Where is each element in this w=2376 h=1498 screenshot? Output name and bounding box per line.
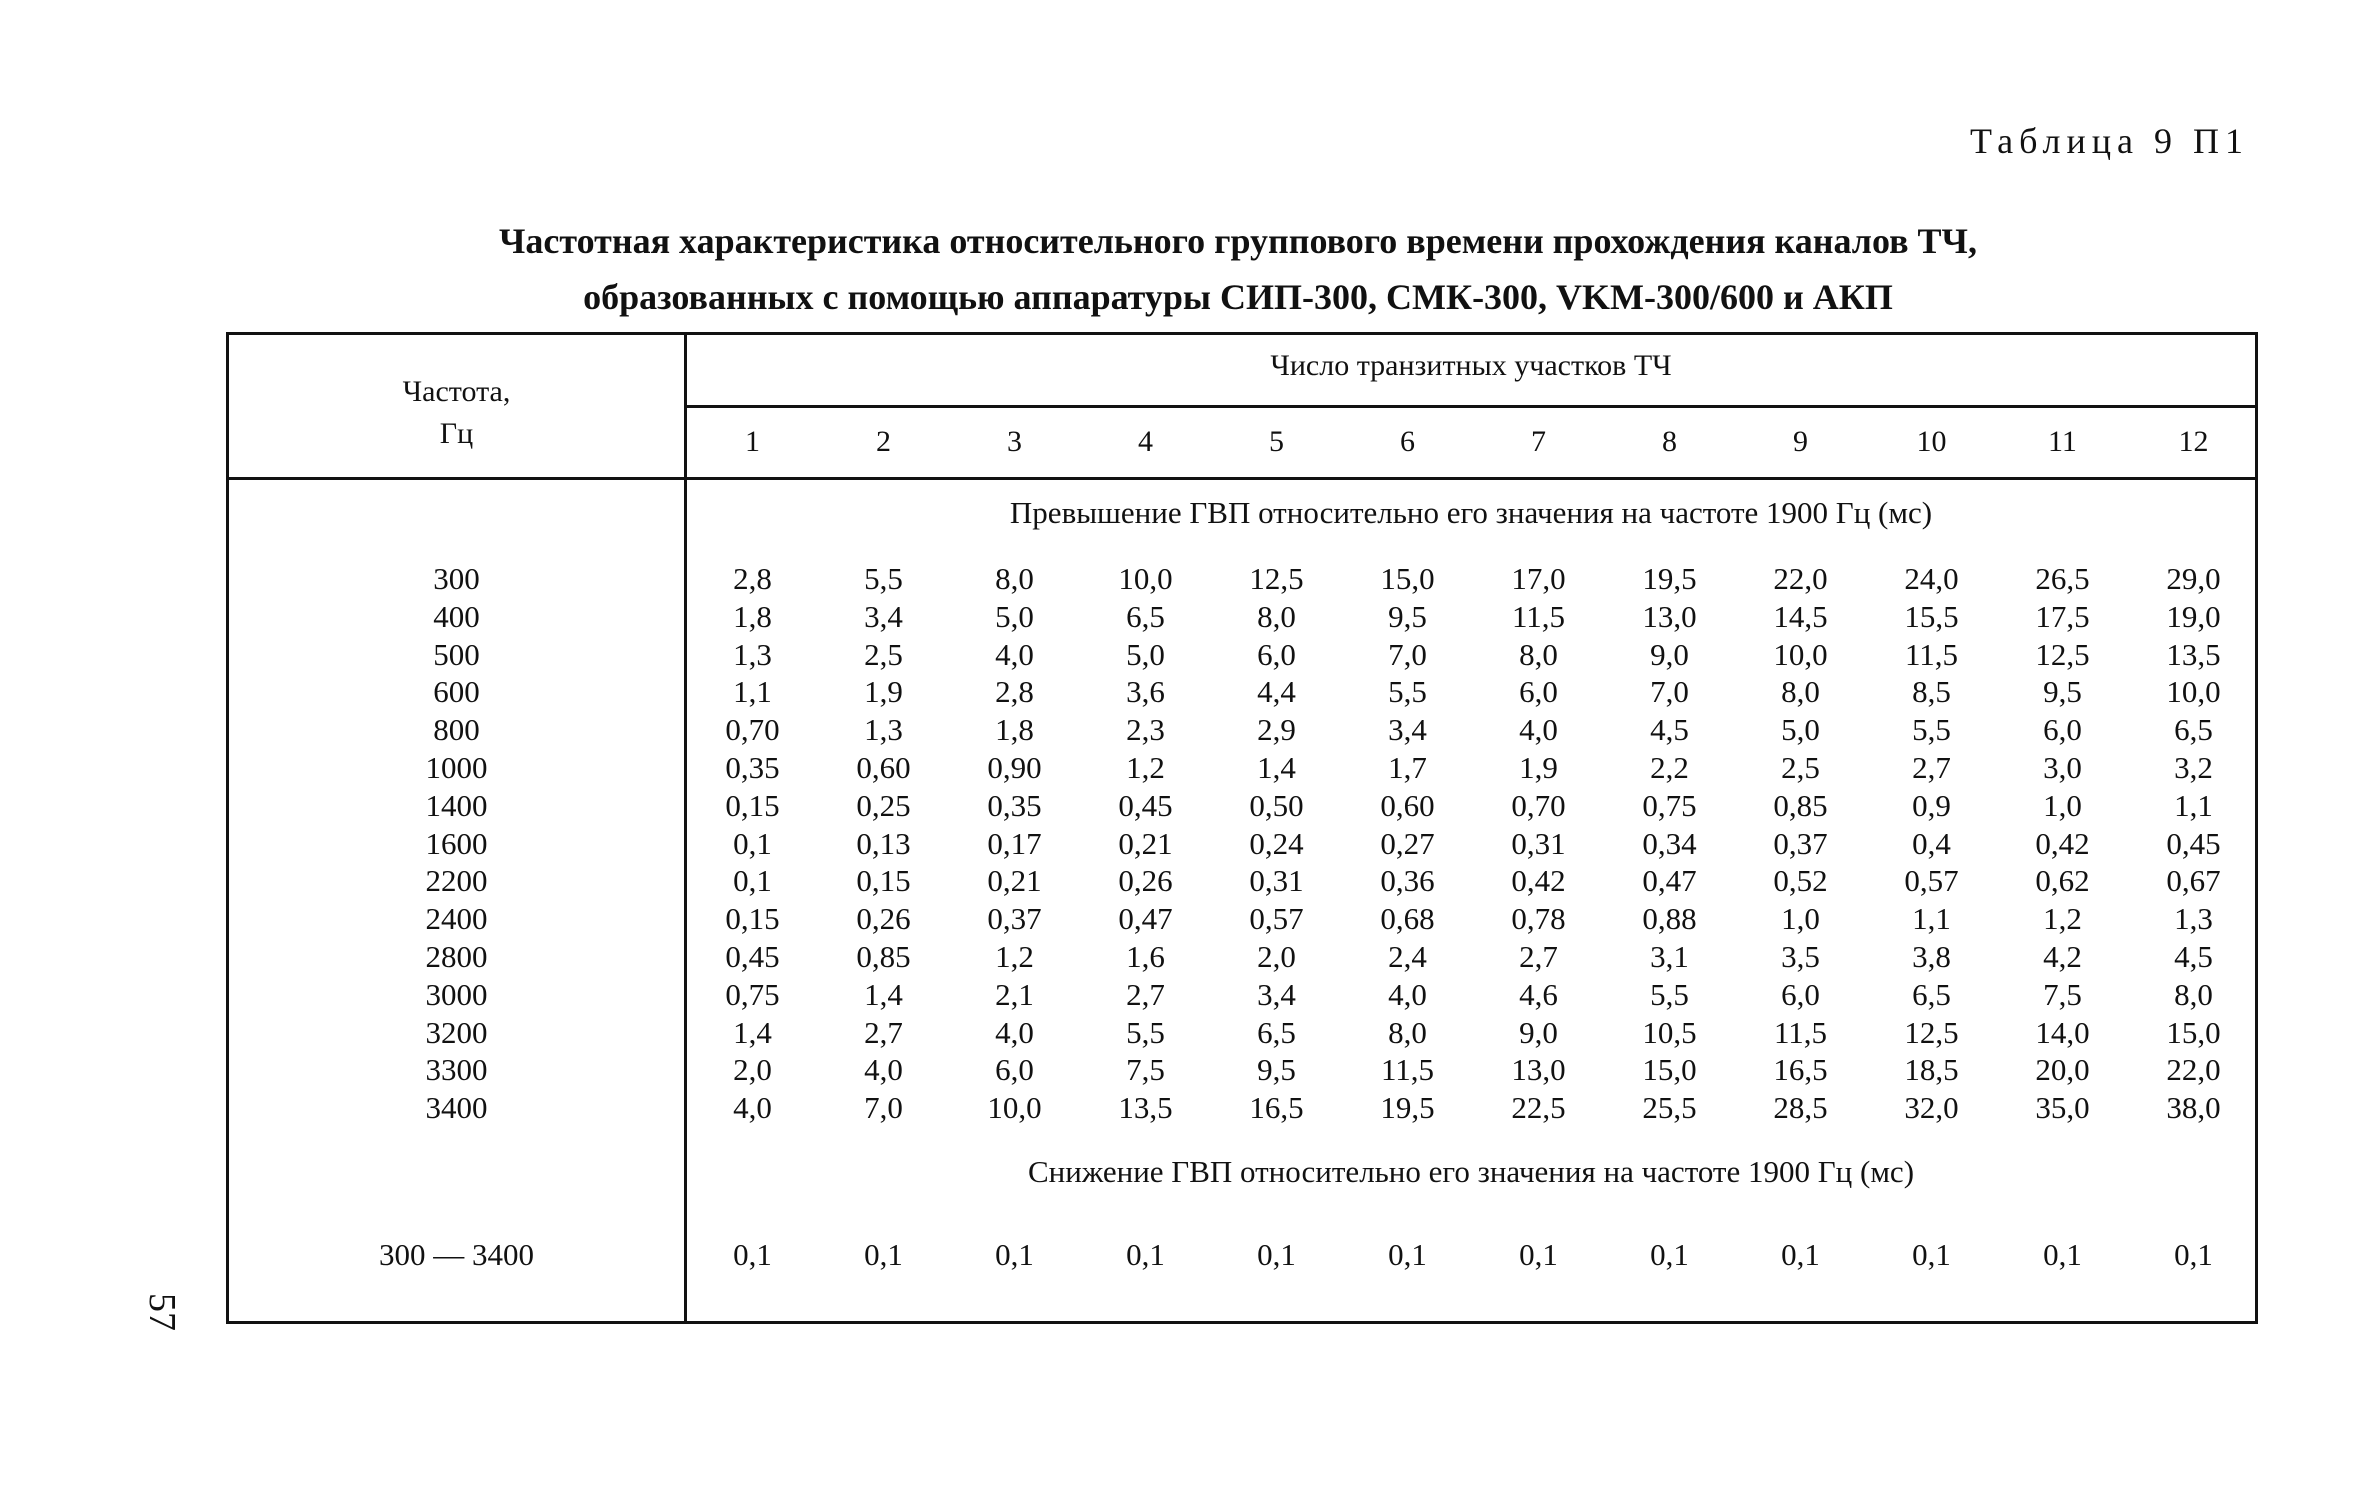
frequency-header-label: Частота, [402, 375, 511, 408]
table-cell: 3,0 [2043, 750, 2082, 785]
table-cell: 0,25 [856, 787, 911, 823]
table-cell: 2,0 [733, 1052, 772, 1088]
table-cell: 8,0 [1257, 598, 1296, 634]
table-cell: 3,4 [1388, 712, 1427, 748]
table-cell: 0,1 [1781, 1237, 1820, 1273]
table-cell: 1,1 [1912, 901, 1951, 937]
table-cell: 24,0 [1904, 561, 1959, 596]
table-cell: 0,68 [1380, 901, 1435, 937]
table-cell: 1,3 [864, 712, 903, 748]
table-cell: 7,0 [1388, 636, 1427, 672]
table-cell: 15,0 [2166, 1014, 2221, 1050]
table-cell: 0,1 [733, 863, 772, 899]
table-cell: 2,4 [1388, 939, 1427, 974]
table-cell: 4,0 [995, 1014, 1034, 1050]
table-cell: 0,21 [987, 863, 1042, 899]
table-cell: 5,0 [995, 598, 1034, 634]
table-cell: 25,5 [1642, 1090, 1697, 1126]
table-cell: 0,21 [1118, 825, 1173, 861]
title-line-2: образованных с помощью аппаратуры СИП-300, СМК-300, VKM-300/600 и АКП [583, 277, 1893, 317]
table-cell: 9,5 [2043, 674, 2082, 710]
column-number: 4 [1138, 425, 1153, 458]
table-cell: 0,1 [733, 825, 772, 861]
table-cell: 8,0 [1388, 1014, 1427, 1050]
table-row [229, 599, 2255, 637]
table-cell: 17,0 [1511, 561, 1566, 596]
table-cell: 6,0 [1257, 636, 1296, 672]
row-frequency: 1000 [425, 750, 488, 785]
table-cell: 3,5 [1781, 939, 1820, 974]
table-cell: 19,5 [1642, 561, 1697, 596]
row-frequency: 2200 [425, 863, 488, 899]
table-cell: 0,1 [1912, 1237, 1951, 1273]
table-row [229, 1237, 2255, 1275]
data-table [226, 332, 2258, 1324]
table-cell: 0,35 [987, 787, 1042, 823]
table-cell: 0,27 [1380, 825, 1435, 861]
table-cell: 0,57 [1249, 901, 1304, 937]
table-cell: 6,5 [2174, 712, 2213, 748]
section-excess-heading: Превышение ГВП относительно его значения на частоте 1900 Гц (мс) [1009, 495, 1933, 530]
row-frequency: 600 [433, 674, 480, 710]
table-cell: 0,45 [725, 939, 780, 974]
table-cell: 8,5 [1912, 674, 1951, 710]
table-cell: 1,8 [733, 598, 772, 634]
table-cell: 0,1 [733, 1237, 772, 1273]
table-cell: 15,5 [1904, 598, 1959, 634]
table-cell: 2,9 [1257, 712, 1296, 748]
table-cell: 4,5 [2174, 939, 2213, 974]
table-cell: 29,0 [2166, 561, 2221, 596]
table-cell: 1,2 [995, 939, 1034, 974]
table-cell: 0,45 [2166, 825, 2221, 861]
table-cell: 2,7 [1912, 750, 1951, 785]
table-cell: 1,1 [733, 674, 772, 710]
table-cell: 0,42 [2035, 825, 2090, 861]
table-cell: 1,0 [1781, 901, 1820, 937]
table-cell: 0,57 [1904, 863, 1959, 899]
table-row [229, 1052, 2255, 1090]
table-cell: 11,5 [1511, 598, 1566, 634]
table-cell: 0,17 [987, 825, 1042, 861]
table-row [229, 674, 2255, 712]
table-cell: 2,5 [1781, 750, 1820, 785]
column-number: 3 [1007, 425, 1022, 458]
table-cell: 0,67 [2166, 863, 2221, 899]
table-cell: 10,0 [1773, 636, 1828, 672]
transit-sections-header: Число транзитных участков ТЧ [1270, 349, 1672, 382]
table-cell: 0,15 [725, 787, 780, 823]
table-cell: 1,7 [1388, 750, 1427, 785]
table-cell: 1,0 [2043, 787, 2082, 823]
table-cell: 2,7 [1126, 976, 1165, 1012]
table-cell: 4,0 [733, 1090, 772, 1126]
table-cell: 0,88 [1642, 901, 1697, 937]
table-cell: 10,0 [2166, 674, 2221, 710]
column-number: 5 [1269, 425, 1284, 458]
header-bottom-rule [229, 477, 2255, 480]
table-cell: 28,5 [1773, 1090, 1828, 1126]
table-cell: 0,52 [1773, 863, 1828, 899]
section-decrease-heading: Снижение ГВП относительно его значения на частоте 1900 Гц (мс) [1027, 1154, 1915, 1190]
table-cell: 12,5 [1904, 1014, 1959, 1050]
table-row [229, 750, 2255, 788]
row-frequency: 400 [433, 598, 480, 634]
table-cell: 0,36 [1380, 863, 1435, 899]
table-cell: 0,35 [725, 750, 780, 785]
table-cell: 0,50 [1249, 787, 1304, 823]
table-cell: 16,5 [1773, 1052, 1828, 1088]
table-cell: 19,0 [2166, 598, 2221, 634]
table-cell: 2,8 [733, 561, 772, 596]
row-frequency: 3400 [425, 1090, 488, 1126]
row-frequency: 800 [433, 712, 480, 748]
column-number: 11 [2048, 425, 2077, 458]
table-cell: 0,75 [1642, 787, 1697, 823]
table-cell: 9,0 [1519, 1014, 1558, 1050]
table-cell: 15,0 [1642, 1052, 1697, 1088]
table-cell: 0,9 [1912, 787, 1951, 823]
table-cell: 6,5 [1257, 1014, 1296, 1050]
table-cell: 22,0 [1773, 561, 1828, 596]
table-cell: 2,5 [864, 636, 903, 672]
table-cell: 0,85 [1773, 787, 1828, 823]
table-cell: 5,0 [1781, 712, 1820, 748]
table-cell: 0,15 [725, 901, 780, 937]
table-cell: 9,5 [1257, 1052, 1296, 1088]
table-cell: 0,90 [987, 750, 1042, 785]
table-cell: 2,0 [1257, 939, 1296, 974]
table-cell: 0,78 [1511, 901, 1566, 937]
table-cell: 10,0 [987, 1090, 1042, 1126]
table-cell: 3,1 [1650, 939, 1689, 974]
header-divider [684, 405, 2255, 408]
table-row [229, 1090, 2255, 1128]
table-cell: 14,0 [2035, 1014, 2090, 1050]
table-cell: 11,5 [1380, 1052, 1435, 1088]
table-cell: 0,37 [987, 901, 1042, 937]
table-cell: 6,5 [1126, 598, 1165, 634]
table-cell: 1,4 [1257, 750, 1296, 785]
table-cell: 0,31 [1511, 825, 1566, 861]
table-row [229, 901, 2255, 939]
table-cell: 6,0 [1781, 976, 1820, 1012]
table-cell: 9,5 [1388, 598, 1427, 634]
table-cell: 15,0 [1380, 561, 1435, 596]
column-number: 7 [1531, 425, 1546, 458]
table-row [229, 977, 2255, 1015]
table-title [230, 213, 2246, 325]
table-cell: 11,5 [1904, 636, 1959, 672]
table-cell: 2,3 [1126, 712, 1165, 748]
table-cell: 32,0 [1904, 1090, 1959, 1126]
table-cell: 2,1 [995, 976, 1034, 1012]
table-cell: 1,9 [864, 674, 903, 710]
table-cell: 5,5 [1650, 976, 1689, 1012]
table-cell: 8,0 [995, 561, 1034, 596]
table-cell: 0,1 [2174, 1237, 2213, 1273]
table-cell: 1,2 [1126, 750, 1165, 785]
table-cell: 0,47 [1118, 901, 1173, 937]
table-cell: 19,5 [1380, 1090, 1435, 1126]
row-frequency: 1400 [425, 787, 488, 823]
table-cell: 0,60 [1380, 787, 1435, 823]
table-cell: 2,2 [1650, 750, 1689, 785]
table-cell: 22,5 [1511, 1090, 1566, 1126]
table-cell: 0,42 [1511, 863, 1566, 899]
table-cell: 10,0 [1118, 561, 1173, 596]
table-cell: 0,1 [2043, 1237, 2082, 1273]
table-cell: 6,0 [995, 1052, 1034, 1088]
table-cell: 1,3 [733, 636, 772, 672]
table-row [229, 561, 2255, 599]
table-cell: 4,0 [995, 636, 1034, 672]
table-cell: 3,2 [2174, 750, 2213, 785]
row-frequency: 3000 [425, 976, 488, 1012]
table-cell: 6,0 [1519, 674, 1558, 710]
table-cell: 0,47 [1642, 863, 1697, 899]
table-cell: 0,45 [1118, 787, 1173, 823]
table-row [229, 712, 2255, 750]
table-cell: 0,1 [1257, 1237, 1296, 1273]
table-cell: 18,5 [1904, 1052, 1959, 1088]
row-frequency: 300 [433, 561, 480, 596]
table-row [229, 939, 2255, 977]
table-cell: 0,37 [1773, 825, 1828, 861]
table-cell: 5,0 [1126, 636, 1165, 672]
table-cell: 13,0 [1511, 1052, 1566, 1088]
table-cell: 1,1 [2174, 787, 2213, 823]
table-cell: 3,8 [1912, 939, 1951, 974]
table-cell: 4,0 [1519, 712, 1558, 748]
table-cell: 0,70 [1511, 787, 1566, 823]
column-number: 10 [1916, 425, 1947, 458]
table-cell: 0,75 [725, 976, 780, 1012]
table-cell: 0,1 [1519, 1237, 1558, 1273]
row-frequency: 3200 [425, 1014, 488, 1050]
table-cell: 0,26 [856, 901, 911, 937]
table-cell: 6,0 [2043, 712, 2082, 748]
table-cell: 13,5 [2166, 636, 2221, 672]
table-row [229, 637, 2255, 675]
table-cell: 35,0 [2035, 1090, 2090, 1126]
table-cell: 10,5 [1642, 1014, 1697, 1050]
table-cell: 2,7 [864, 1014, 903, 1050]
table-cell: 1,2 [2043, 901, 2082, 937]
table-cell: 12,5 [1249, 561, 1304, 596]
table-cell: 4,2 [2043, 939, 2082, 974]
table-cell: 12,5 [2035, 636, 2090, 672]
table-cell: 16,5 [1249, 1090, 1304, 1126]
table-label: Таблица 9 П1 [1970, 121, 2249, 161]
table-cell: 0,24 [1249, 825, 1304, 861]
column-number: 1 [745, 425, 760, 458]
table-cell: 1,3 [2174, 901, 2213, 937]
column-numbers [687, 425, 2255, 465]
table-cell: 4,0 [864, 1052, 903, 1088]
row-frequency: 3300 [425, 1052, 488, 1088]
table-cell: 1,9 [1519, 750, 1558, 785]
table-cell: 38,0 [2166, 1090, 2221, 1126]
table-cell: 0,62 [2035, 863, 2090, 899]
row-frequency: 500 [433, 636, 480, 672]
column-number: 2 [876, 425, 891, 458]
table-cell: 8,0 [1519, 636, 1558, 672]
column-number: 9 [1793, 425, 1808, 458]
table-cell: 2,8 [995, 674, 1034, 710]
column-number: 12 [2178, 425, 2209, 458]
table-cell: 13,0 [1642, 598, 1697, 634]
table-cell: 22,0 [2166, 1052, 2221, 1088]
row-frequency: 1600 [425, 825, 488, 861]
row-frequency: 2400 [425, 901, 488, 937]
table-cell: 5,5 [1912, 712, 1951, 748]
table-cell: 4,0 [1388, 976, 1427, 1012]
table-row [229, 863, 2255, 901]
table-cell: 2,7 [1519, 939, 1558, 974]
table-cell: 0,70 [725, 712, 780, 748]
frequency-header-unit: Гц [439, 417, 474, 450]
table-cell: 0,31 [1249, 863, 1304, 899]
column-number: 6 [1400, 425, 1415, 458]
table-cell: 20,0 [2035, 1052, 2090, 1088]
table-cell: 0,1 [1650, 1237, 1689, 1273]
frequency-header [229, 371, 684, 455]
column-number: 8 [1662, 425, 1677, 458]
table-cell: 0,1 [1388, 1237, 1427, 1273]
table-row [229, 788, 2255, 826]
table-cell: 5,5 [864, 561, 903, 596]
table-cell: 26,5 [2035, 561, 2090, 596]
table-cell: 0,15 [856, 863, 911, 899]
table-cell: 3,4 [864, 598, 903, 634]
table-cell: 4,6 [1519, 976, 1558, 1012]
table-cell: 1,4 [733, 1014, 772, 1050]
table-cell: 0,1 [1126, 1237, 1165, 1273]
table-cell: 17,5 [2035, 598, 2090, 634]
table-cell: 0,26 [1118, 863, 1173, 899]
table-cell: 14,5 [1773, 598, 1828, 634]
table-cell: 7,0 [1650, 674, 1689, 710]
row-frequency: 2800 [425, 939, 488, 974]
table-cell: 3,6 [1126, 674, 1165, 710]
table-cell: 1,8 [995, 712, 1034, 748]
table-cell: 0,1 [864, 1237, 903, 1273]
table-cell: 6,5 [1912, 976, 1951, 1012]
table-cell: 0,60 [856, 750, 911, 785]
table-cell: 7,0 [864, 1090, 903, 1126]
table-cell: 8,0 [2174, 976, 2213, 1012]
table-row [229, 826, 2255, 864]
title-line-1: Частотная характеристика относительного группового времени прохождения каналов ТЧ, [499, 221, 1977, 261]
table-cell: 4,5 [1650, 712, 1689, 748]
table-cell: 0,34 [1642, 825, 1697, 861]
table-cell: 8,0 [1781, 674, 1820, 710]
table-cell: 13,5 [1118, 1090, 1173, 1126]
table-cell: 7,5 [2043, 976, 2082, 1012]
table-cell: 1,4 [864, 976, 903, 1012]
table-cell: 0,1 [995, 1237, 1034, 1273]
table-cell: 5,5 [1126, 1014, 1165, 1050]
table-cell: 0,13 [856, 825, 911, 861]
table-cell: 9,0 [1650, 636, 1689, 672]
table-cell: 11,5 [1773, 1014, 1828, 1050]
table-cell: 4,4 [1257, 674, 1296, 710]
row-frequency: 300 — 3400 [379, 1237, 534, 1273]
table-cell: 3,4 [1257, 976, 1296, 1012]
table-cell: 0,85 [856, 939, 911, 974]
table-cell: 5,5 [1388, 674, 1427, 710]
table-cell: 7,5 [1126, 1052, 1165, 1088]
table-cell: 1,6 [1126, 939, 1165, 974]
table-cell: 0,4 [1912, 825, 1951, 861]
table-row [229, 1015, 2255, 1053]
page-number: 57 [141, 1293, 183, 1331]
